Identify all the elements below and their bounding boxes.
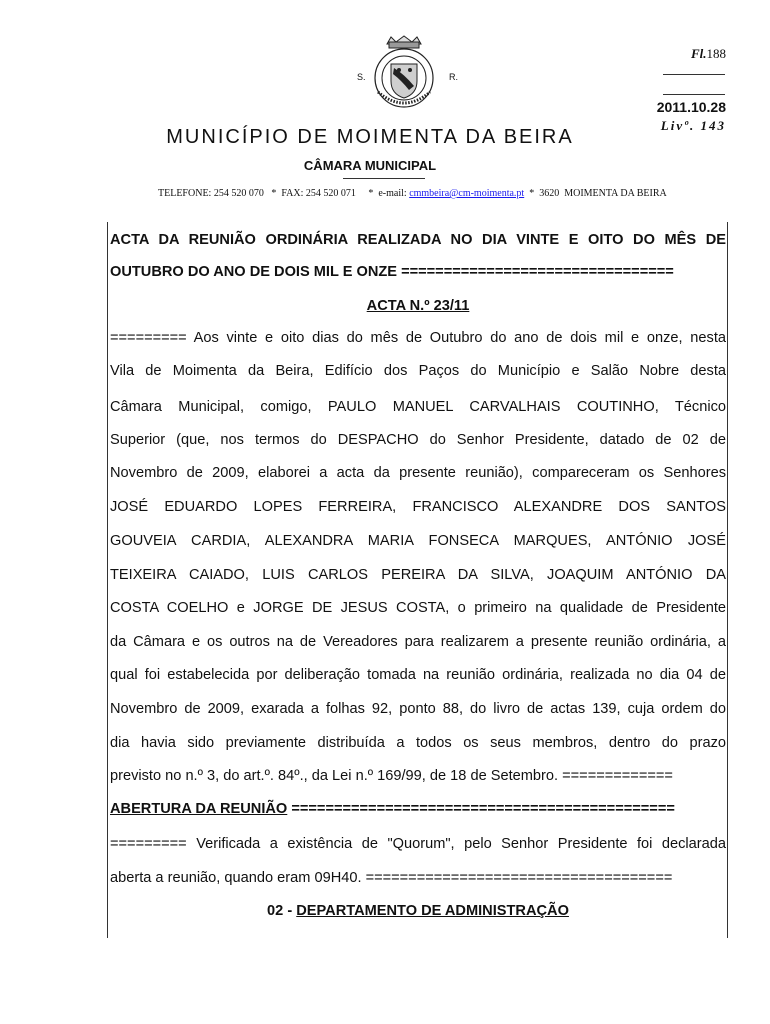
section-title: DEPARTAMENTO DE ADMINISTRAÇÃO (296, 903, 569, 919)
chamber-title: CÂMARA MUNICIPAL (303, 158, 437, 173)
body-line: Câmara Municipal, comigo, PAULO MANUEL CARVALHAIS COUTINHO, Técnico (110, 399, 726, 415)
municipal-seal-logo (369, 34, 439, 110)
body-line: JOSÉ EDUARDO LOPES FERREIRA, FRANCISCO ALEXANDRE DOS SANTOS (110, 499, 726, 515)
section-heading (110, 901, 726, 921)
seal-letter-right: R. (449, 72, 458, 82)
body-line: TEIXEIRA CAIADO, LUIS CARLOS PEREIRA DA SILVA, JOAQUIM ANTÓNIO DA (110, 567, 726, 583)
chamber-underline (343, 178, 425, 179)
opening-heading: ABERTURA DA REUNIÃO (110, 801, 288, 817)
book-number: Livº. 143 (660, 118, 726, 133)
body-line: previsto no n.º 3, do art.º. 84º., da Lei n.º 169/99, de 18 de Setembro. ============= (110, 768, 673, 784)
contact-address: * 3620 MOIMENTA DA BEIRA (524, 188, 667, 199)
body-line: da Câmara e os outros na de Vereadores para realizarem a presente reunião ordinária, a (110, 634, 726, 650)
email-link[interactable]: cmmbeira@cm-moimenta.pt (409, 188, 525, 199)
opening-line-2: aberta a reunião, quando eram 09H40. ==================================== (110, 870, 673, 886)
body-line: COSTA COELHO e JORGE DE JESUS COSTA, o primeiro na qualidade de Presidente (110, 600, 726, 616)
municipality-title: MUNICÍPIO DE MOIMENTA DA BEIRA (166, 126, 574, 148)
section-number: 02 - (267, 903, 297, 919)
body-line: Superior (que, nos termos do DESPACHO do Senhor Presidente, datado de 02 de (110, 432, 726, 448)
act-number: ACTA N.º 23/11 (366, 298, 470, 314)
contact-line (158, 188, 667, 199)
body-line: Novembro de 2009, exarada a folhas 92, ponto 88, do livro de actas 139, cuja ordem do (110, 701, 726, 717)
document-date: 2011.10.28 (656, 99, 726, 115)
body-line: dia havia sido previamente distribuída a todos os seus membros, dentro do prazo (110, 735, 726, 751)
opening-heading-fill: ============================================= (287, 801, 675, 817)
folio-value: 188 (706, 46, 726, 61)
body-line: Vila de Moimenta da Beira, Edifício dos Paços do Município e Salão Nobre desta (110, 363, 726, 379)
opening-heading-line (110, 799, 726, 819)
opening-line-1: ========= Verificada a existência de "Quorum", pelo Senhor Presidente foi declarada (110, 836, 726, 852)
contact-phone-fax: TELEFONE: 254 520 070 * FAX: 254 520 071 * e-mail: (158, 188, 410, 199)
act-title-line-2: OUTUBRO DO ANO DE DOIS MIL E ONZE ================================ (110, 264, 674, 280)
act-title-line-1: ACTA DA REUNIÃO ORDINÁRIA REALIZADA NO DIA VINTE E OITO DO MÊS DE (110, 232, 726, 248)
folio-rule-2 (663, 94, 725, 95)
folio-prefix: Fl. (690, 46, 707, 61)
folio-number (691, 46, 726, 62)
body-line: GOUVEIA CARDIA, ALEXANDRA MARIA FONSECA MARQUES, ANTÓNIO JOSÉ (110, 533, 726, 549)
body-line: Novembro de 2009, elaborei a acta da presente reunião), compareceram os Senhores (110, 465, 726, 481)
body-line: ========= Aos vinte e oito dias do mês de Outubro do ano de dois mil e onze, nesta (110, 330, 726, 346)
body-line: qual foi estabelecida por deliberação tomada na reunião ordinária, realizada no dia 04 de (110, 667, 726, 683)
seal-letter-left: S. (357, 72, 366, 82)
folio-rule (663, 74, 725, 75)
